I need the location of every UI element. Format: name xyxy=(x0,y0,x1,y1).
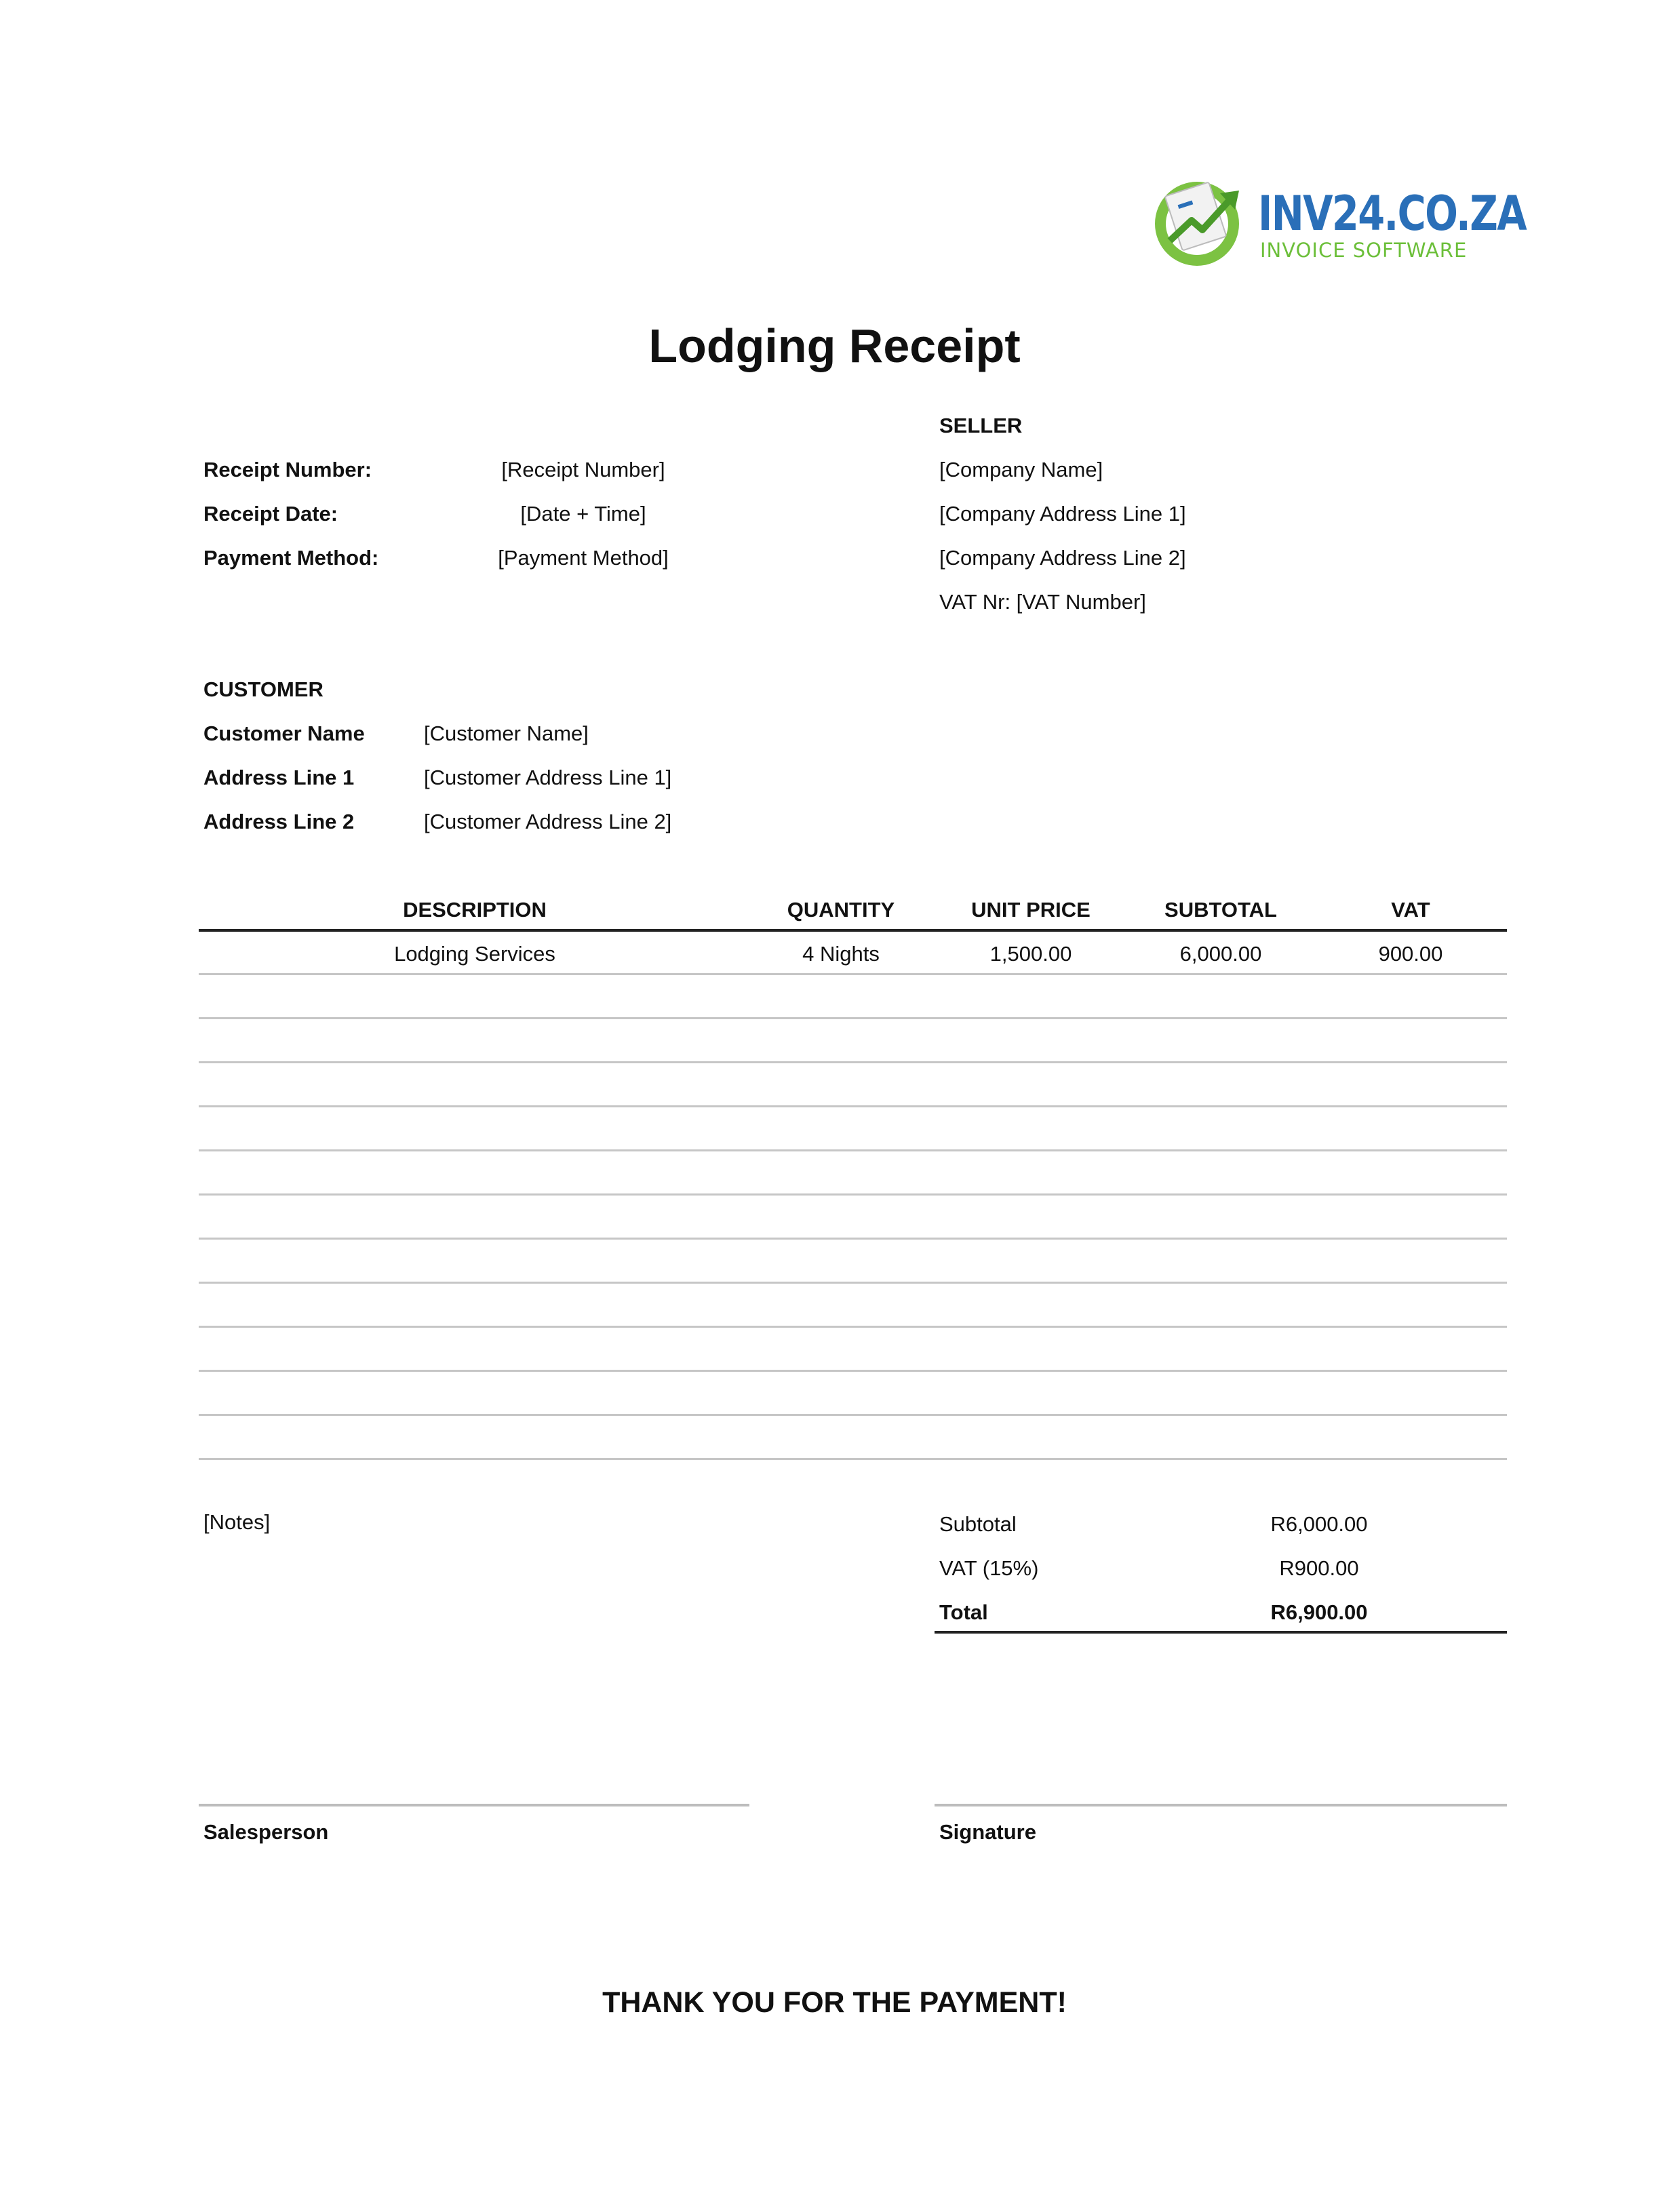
customer-address-1-value: [Customer Address Line 1] xyxy=(424,766,672,789)
totals-rule xyxy=(935,1631,1507,1634)
seller-address-1: [Company Address Line 1] xyxy=(939,502,1186,526)
logo-subtitle: INVOICE SOFTWARE xyxy=(1260,239,1468,262)
salesperson-line xyxy=(199,1804,749,1806)
cell-subtotal: 6,000.00 xyxy=(1179,942,1262,966)
thank-you-message: THANK YOU FOR THE PAYMENT! xyxy=(602,1986,1067,2019)
notes: [Notes] xyxy=(203,1510,271,1534)
total-value: R6,900.00 xyxy=(1270,1600,1368,1624)
payment-method-value: [Payment Method] xyxy=(498,546,669,570)
page-title: Lodging Receipt xyxy=(648,319,1021,372)
seller-address-2: [Company Address Line 2] xyxy=(939,546,1186,570)
payment-method-label: Payment Method: xyxy=(203,546,379,570)
customer-address-2-label: Address Line 2 xyxy=(203,810,355,833)
row-divider xyxy=(199,1326,1507,1328)
logo-icon xyxy=(1150,173,1251,268)
subtotal-value: R6,000.00 xyxy=(1270,1512,1368,1536)
row-divider xyxy=(199,1458,1507,1460)
row-divider xyxy=(199,1414,1507,1416)
column-header-vat: VAT xyxy=(1391,898,1430,922)
receipt-number-label: Receipt Number: xyxy=(203,458,372,481)
total-label: Total xyxy=(939,1600,988,1624)
customer-address-2-value: [Customer Address Line 2] xyxy=(424,810,672,833)
row-divider xyxy=(199,1238,1507,1240)
cell-description: Lodging Services xyxy=(394,942,555,966)
subtotal-label: Subtotal xyxy=(939,1512,1017,1536)
column-header-description: DESCRIPTION xyxy=(403,898,547,922)
row-divider xyxy=(199,1193,1507,1196)
receipt-date-label: Receipt Date: xyxy=(203,502,338,526)
column-header-unit-price: UNIT PRICE xyxy=(971,898,1091,922)
column-header-quantity: QUANTITY xyxy=(787,898,895,922)
row-divider xyxy=(199,1017,1507,1019)
cell-quantity: 4 Nights xyxy=(802,942,880,966)
row-divider xyxy=(199,1149,1507,1151)
row-divider xyxy=(199,1061,1507,1063)
salesperson-label: Salesperson xyxy=(203,1820,329,1844)
signature-label: Signature xyxy=(939,1820,1036,1844)
customer-name-label: Customer Name xyxy=(203,722,365,745)
logo-title: INV24.CO.ZA xyxy=(1258,186,1526,241)
signature-line xyxy=(935,1804,1507,1806)
company-logo xyxy=(1150,173,1251,268)
vat-value: R900.00 xyxy=(1279,1556,1359,1580)
seller-company-name: [Company Name] xyxy=(939,458,1103,481)
receipt-date-value: [Date + Time] xyxy=(520,502,646,526)
row-divider xyxy=(199,973,1507,975)
table-header-rule xyxy=(199,929,1507,932)
seller-heading: SELLER xyxy=(939,414,1023,437)
customer-heading: CUSTOMER xyxy=(203,677,323,701)
receipt-number-value: [Receipt Number] xyxy=(501,458,665,481)
row-divider xyxy=(199,1105,1507,1107)
customer-address-1-label: Address Line 1 xyxy=(203,766,355,789)
row-divider xyxy=(199,1282,1507,1284)
row-divider xyxy=(199,1370,1507,1372)
cell-unit-price: 1,500.00 xyxy=(989,942,1072,966)
cell-vat: 900.00 xyxy=(1378,942,1443,966)
seller-vat-number: VAT Nr: [VAT Number] xyxy=(939,590,1146,614)
vat-label: VAT (15%) xyxy=(939,1556,1039,1580)
column-header-subtotal: SUBTOTAL xyxy=(1164,898,1277,922)
customer-name-value: [Customer Name] xyxy=(424,722,589,745)
